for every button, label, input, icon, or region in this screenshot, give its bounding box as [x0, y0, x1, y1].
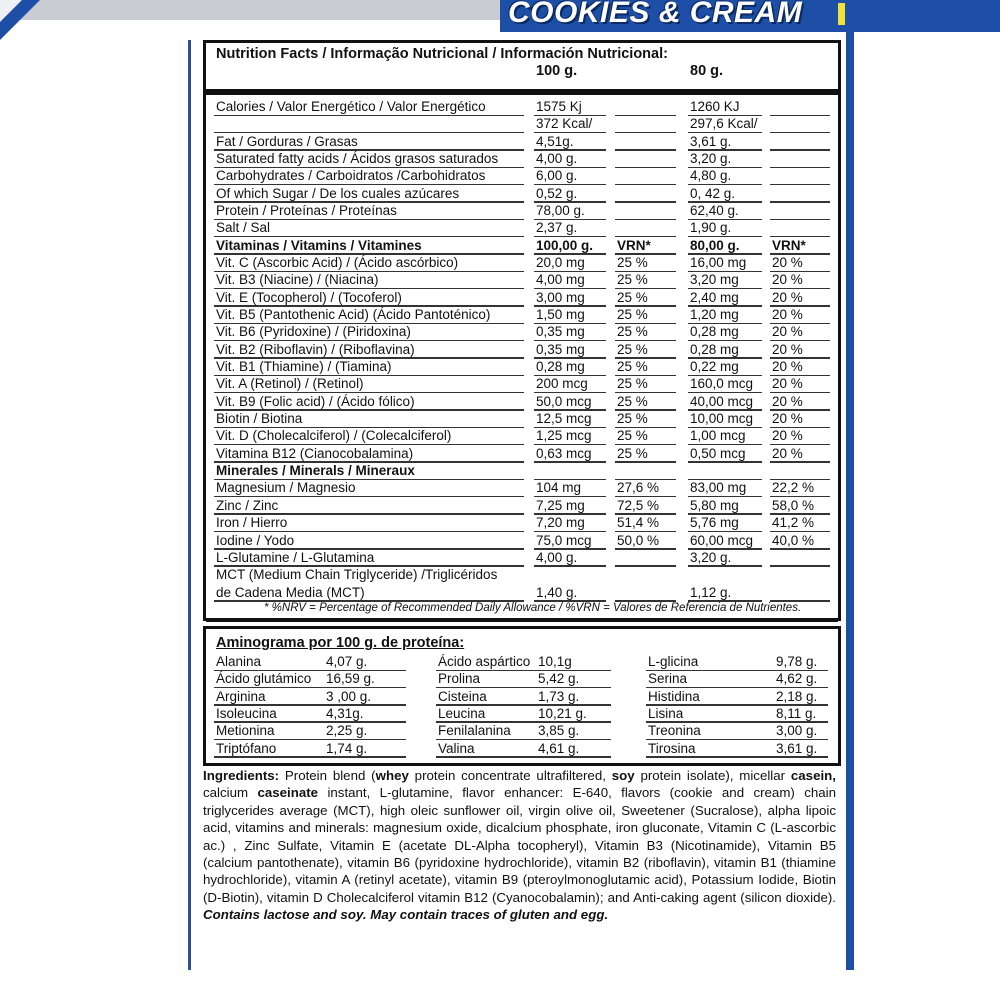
- nutrition-vrn80-cell: 20 %: [772, 393, 803, 409]
- amino-acid-value: 3,85 g.: [538, 723, 580, 739]
- row-rule: [615, 548, 676, 550]
- nutrition-v100-cell: 3,00 mg: [536, 289, 585, 305]
- allergen-caseinate: caseinate: [257, 785, 319, 801]
- row-rule: [770, 201, 830, 203]
- nutrition-label-cell: Vit. B3 (Niacine) / (Niacina): [216, 272, 379, 288]
- nutrition-v80-cell: 1,90 g.: [690, 220, 732, 236]
- nutrition-vrn100-cell: 50,0 %: [617, 532, 660, 548]
- row-rule: [770, 132, 830, 134]
- row-rule: [534, 565, 606, 567]
- nutrition-vrn100-cell: 25 %: [617, 341, 648, 357]
- nutrition-v100-cell: 20,0 mg: [536, 255, 585, 271]
- row-rule: [770, 461, 830, 463]
- nutrition-label-cell: Salt / Sal: [216, 220, 271, 236]
- nutrition-v100-cell: 100,00 g.: [536, 237, 594, 253]
- nutrition-vrn80-cell: 20 %: [772, 376, 803, 392]
- nutrition-v100-cell: 6,00 g.: [536, 168, 578, 184]
- amino-acid-value: 3 ,00 g.: [326, 688, 372, 704]
- row-rule: [770, 565, 830, 567]
- amino-acid-value: 2,25 g.: [326, 723, 368, 739]
- nutrition-label-cell: Vitamina B12 (Cianocobalamina): [216, 445, 414, 461]
- amino-acid-value: 10,21 g.: [538, 705, 587, 721]
- product-title: COOKIES & CREAM: [508, 0, 803, 29]
- nutrition-v80-cell: 3,20 mg: [690, 272, 739, 288]
- nutrition-label-cell: Minerales / Minerals / Mineraux: [216, 463, 415, 479]
- nutrition-v80-cell: 1260 KJ: [690, 99, 740, 114]
- amino-acid-name: Triptófano: [216, 740, 277, 756]
- nutrition-vrn80-cell: 20 %: [772, 272, 803, 288]
- row-rule: [770, 167, 830, 169]
- amino-acid-name: Tirosina: [648, 740, 696, 756]
- nutrition-label-cell: Vit. D (Cholecalciferol) / (Colecalciferol): [216, 428, 452, 444]
- amino-acid-value: 2,18 g.: [776, 688, 818, 704]
- nutrition-label-cell: Vit. E (Tocopherol) / (Tocoferol): [216, 289, 402, 305]
- nutrition-v100-cell: 12,5 mcg: [536, 411, 592, 427]
- nutrition-vrn80-cell: 20 %: [772, 255, 803, 271]
- amino-acid-value: 9,78 g.: [776, 654, 818, 669]
- row-rule: [770, 219, 830, 221]
- nutrition-v100-cell: 78,00 g.: [536, 203, 585, 219]
- amino-acid-name: Lisina: [648, 705, 684, 721]
- nutrition-label-cell: Iodine / Yodo: [216, 532, 295, 548]
- nutrition-label-cell: de Cadena Media (MCT): [216, 584, 365, 600]
- nutrition-v80-cell: 3,20 g.: [690, 549, 732, 565]
- nutrition-vrn100-cell: 25 %: [617, 393, 648, 409]
- nutrition-v100-cell: 4,00 mg: [536, 272, 585, 288]
- nutrition-v100-cell: 7,20 mg: [536, 515, 585, 531]
- row-rule: [770, 115, 830, 117]
- row-rule: [214, 115, 524, 117]
- vrn-footnote: * %NRV = Percentage of Recommended Daily Allowance / %VRN = Valores de Referencia de Nutrientes.: [264, 602, 802, 614]
- amino-acid-name: Leucina: [438, 705, 486, 721]
- nutrition-vrn100-cell: 25 %: [617, 428, 648, 444]
- nutrition-v100-cell: 1575 Kj: [536, 99, 582, 114]
- nutrition-vrn100-cell: 25 %: [617, 324, 648, 340]
- nutrition-v100-cell: 4,51g.: [536, 133, 574, 149]
- row-rule: [770, 184, 830, 186]
- nutrition-v80-cell: 1,12 g.: [690, 584, 732, 600]
- nutrition-v80-cell: 83,00 mg: [690, 480, 747, 496]
- nutrition-v80-cell: 80,00 g.: [690, 237, 740, 253]
- allergen-soy: soy: [611, 768, 635, 783]
- nutrition-vrn100-cell: 25 %: [617, 376, 648, 392]
- allergen-warning: Contains lactose and soy. May contain traces of gluten and egg.: [203, 907, 609, 923]
- amino-acid-name: Cisteina: [438, 688, 487, 704]
- nutrition-label-cell: Vit. C (Ascorbic Acid) / (Ácido ascórbico): [216, 255, 459, 271]
- nutrition-vrn100-cell: 25 %: [617, 359, 648, 375]
- amino-acid-name: Ácido glutámico: [216, 671, 312, 687]
- nutrition-v80-cell: 60,00 mcg: [690, 532, 754, 548]
- amino-acid-name: Valina: [438, 740, 475, 756]
- right-edge-bar: [846, 32, 854, 970]
- amino-acid-value: 3,61 g.: [776, 740, 818, 756]
- amino-acid-name: Isoleucina: [216, 705, 277, 721]
- nutrition-label-cell: MCT (Medium Chain Triglyceride) /Triglicéridos: [216, 567, 498, 583]
- amino-acid-name: Fenilalanina: [438, 723, 511, 739]
- nutrition-v80-cell: 0,50 mcg: [690, 445, 746, 461]
- nutrition-label-cell: Vitaminas / Vitamins / Vitamines: [216, 237, 422, 253]
- row-rule: [615, 167, 676, 169]
- amino-acid-name: Serina: [648, 671, 688, 687]
- nutrition-label-cell: Carbohydrates / Carboidratos /Carbohidratos: [216, 168, 486, 184]
- nutrition-v100-cell: 0,35 mg: [536, 324, 585, 340]
- nutrition-v80-cell: 62,40 g.: [690, 203, 739, 219]
- corner-highlight: [0, 0, 22, 22]
- nutrition-v80-cell: 10,00 mcg: [690, 411, 754, 427]
- nutrition-label-cell: Vit. B5 (Pantothenic Acid) (Ácido Pantoténico): [216, 307, 491, 323]
- nutrition-v80-cell: 0,28 mg: [690, 324, 739, 340]
- nutrition-label-cell: Magnesium / Magnesio: [216, 480, 356, 496]
- nutrition-vrn80-cell: 20 %: [772, 428, 803, 444]
- nutrition-v80-cell: 16,00 mg: [690, 255, 747, 271]
- nutrition-vrn80-cell: 20 %: [772, 411, 803, 427]
- amino-acid-name: Ácido aspártico: [438, 654, 531, 669]
- nutrition-label-cell: Vit. B1 (Thiamine) / (Tiamina): [216, 359, 392, 375]
- allergen-casein: casein,: [790, 768, 836, 783]
- nutrition-v100-cell: 0,28 mg: [536, 359, 585, 375]
- nutrition-v100-cell: 2,37 g.: [536, 220, 578, 236]
- amino-acid-value: 1,74 g.: [326, 740, 368, 756]
- nutrition-vrn80-cell: 20 %: [772, 445, 803, 461]
- amino-acid-name: Prolina: [438, 671, 481, 687]
- nutrition-label-cell: Biotin / Biotina: [216, 411, 303, 427]
- nutrition-label-cell: Saturated fatty acids / Ácidos grasos saturados: [216, 151, 499, 167]
- nutrition-v100-cell: 0,52 g.: [536, 185, 578, 201]
- nutrition-vrn100-cell: 25 %: [617, 289, 648, 305]
- amino-acid-name: Alanina: [216, 654, 262, 669]
- nutrition-v80-cell: 40,00 mcg: [690, 393, 754, 409]
- nutrition-v80-cell: 4,80 g.: [690, 168, 732, 184]
- row-rule: [615, 149, 676, 151]
- aminogram-panel: [203, 626, 841, 766]
- nutrition-vrn80-cell: 40,0 %: [772, 532, 815, 548]
- nutrition-vrn80-cell: 58,0 %: [772, 497, 815, 513]
- nutrition-vrn100-cell: 25 %: [617, 307, 648, 323]
- ingredients-text: [203, 767, 836, 924]
- row-rule: [615, 184, 676, 186]
- nutrition-vrn80-cell: 20 %: [772, 341, 803, 357]
- nutrition-v100-cell: 4,00 g.: [536, 151, 578, 167]
- row-rule: [534, 461, 606, 463]
- amino-acid-name: Arginina: [216, 688, 266, 704]
- nutrition-v100-cell: 75,0 mcg: [536, 532, 592, 548]
- ingredients-part: calcium: [203, 785, 258, 801]
- nutrition-vrn100-cell: 72,5 %: [617, 497, 660, 513]
- ingredients-part: Protein blend (: [279, 768, 376, 783]
- nutrition-v80-cell: 2,40 mg: [690, 289, 739, 305]
- row-rule: [646, 756, 828, 758]
- amino-acid-name: L-glicina: [648, 654, 699, 669]
- row-rule: [615, 565, 676, 567]
- nutrition-vrn100-cell: 25 %: [617, 445, 648, 461]
- row-rule: [615, 115, 676, 117]
- amino-acid-value: 16,59 g.: [326, 671, 375, 687]
- nutrition-v80-cell: 297,6 Kcal/: [690, 116, 758, 132]
- ingredients-part: protein isolate), micellar: [634, 768, 791, 783]
- nutrition-label-cell: Vit. B2 (Riboflavin) / (Riboflavina): [216, 341, 415, 357]
- amino-acid-value: 4,62 g.: [776, 671, 818, 687]
- nutrition-v100-cell: 0,63 mcg: [536, 445, 592, 461]
- nutrition-v80-cell: 5,80 mg: [690, 497, 739, 513]
- nutrition-vrn80-cell: 20 %: [772, 359, 803, 375]
- ingredients-label: Ingredients:: [203, 768, 280, 783]
- nutrition-vrn80-cell: 20 %: [772, 289, 803, 305]
- nutrition-v100-cell: 50,0 mcg: [536, 393, 592, 409]
- nutrition-v100-cell: 1,25 mcg: [536, 428, 592, 444]
- nutrition-label-cell: Of which Sugar / De los cuales azúcares: [216, 185, 460, 201]
- row-rule: [770, 548, 830, 550]
- ingredients-part: instant, L-glutamine, flavor enhancer: E-640, flavors (cookie and cream) chain triglycerides average (MCT), high oleic sunflower oil, virgin olive oil, Sweetener (Sucralose), alpha lipoic acid, vitamins and minerals: magnesium oxide, dicalcium phosphate, iron gluconate, Vitamin C (L-ascorbic ac.) , Zinc Sulfate, Vitamin E (acetate DL-Alpha tocopheryl), Vitamin B3 (Nicotinamide), Vitamin B5 (calcium pantothenate), vitamin B6 (pyridoxine hydrochloride), vitamin B2 (riboflavin), vitamin B1 (thiamine hydrochloride), vitamin A (retinyl acetate), vitamin B9 (pteroylmonoglutamic acid), Potassium Iodide, Biotin (D-Biotin), vitamin D Cholecalciferol vitamin B12 (Cyanocobalamin); and Anti-caking agent (silicon dioxide).: [203, 785, 836, 905]
- nutrition-vrn80-cell: VRN*: [772, 237, 806, 253]
- nutrition-facts-panel: [203, 40, 841, 621]
- nutrition-vrn100-cell: 27,6 %: [617, 480, 660, 496]
- amino-acid-name: Treonina: [648, 723, 701, 739]
- nutrition-label-cell: Protein / Proteínas / Proteínas: [216, 203, 397, 219]
- nutrition-label-cell: Calories / Valor Energético / Valor Energético: [216, 99, 486, 114]
- ingredients-part: protein concentrate ultrafiltered,: [408, 768, 612, 783]
- nutrition-v100-cell: 200 mcg: [536, 376, 588, 392]
- row-rule: [615, 461, 676, 463]
- amino-acid-value: 8,11 g.: [776, 705, 817, 721]
- nutrition-v80-cell: 1,00 mcg: [690, 428, 746, 444]
- nutrition-v100-cell: 1,40 g.: [536, 584, 578, 600]
- row-rule: [688, 565, 762, 567]
- nutrition-v100-cell: 1,50 mg: [536, 307, 585, 323]
- row-rule: [214, 756, 406, 758]
- nutrition-label-cell: Fat / Gorduras / Grasas: [216, 133, 358, 149]
- nutrition-v100-cell: 104 mg: [536, 480, 582, 496]
- nutrition-label-cell: Vit. B9 (Folic acid) / (Ácido fólico): [216, 393, 415, 409]
- row-rule: [615, 219, 676, 221]
- nutrition-v80-cell: 3,20 g.: [690, 151, 732, 167]
- aminogram-heading: Aminograma por 100 g. de proteína:: [216, 635, 465, 651]
- nutrition-v80-cell: 0,22 mg: [690, 359, 739, 375]
- nutrition-v80-cell: 1,20 mg: [690, 307, 739, 323]
- nutrition-v80-cell: 3,61 g.: [690, 133, 732, 149]
- amino-acid-value: 4,07 g.: [326, 654, 368, 669]
- amino-acid-value: 1,73 g.: [538, 688, 580, 704]
- nutrition-label-cell: Iron / Hierro: [216, 515, 288, 531]
- allergen-whey: whey: [375, 768, 409, 783]
- nutrition-v100-cell: 0,35 mg: [536, 341, 585, 357]
- left-edge-bar: [188, 40, 191, 970]
- nutrition-label-cell: L-Glutamine / L-Glutamina: [216, 549, 375, 565]
- column-header-80g: 80 g.: [690, 63, 724, 79]
- nutrition-vrn80-cell: 20 %: [772, 324, 803, 340]
- row-rule: [688, 461, 762, 463]
- nutrition-v100-cell: 4,00 g.: [536, 549, 578, 565]
- row-rule: [436, 756, 611, 758]
- column-header-100g: 100 g.: [536, 63, 578, 79]
- row-rule: [615, 201, 676, 203]
- nutrition-v80-cell: 0,28 mg: [690, 341, 739, 357]
- nutrition-v100-cell: 7,25 mg: [536, 497, 585, 513]
- amino-acid-value: 4,31g.: [326, 705, 364, 721]
- nutrition-label-cell: Vit. A (Retinol) / (Retinol): [216, 376, 364, 392]
- nutrition-vrn100-cell: 25 %: [617, 255, 648, 271]
- accent-tab: [838, 3, 845, 25]
- nutrition-label-cell: Zinc / Zinc: [216, 497, 279, 513]
- nutrition-vrn80-cell: 20 %: [772, 307, 803, 323]
- amino-acid-value: 4,61 g.: [538, 740, 580, 756]
- nutrition-vrn80-cell: 22,2 %: [772, 480, 815, 496]
- amino-acid-value: 10,1g: [538, 654, 572, 669]
- amino-acid-name: Histidina: [648, 688, 700, 704]
- nutrition-vrn100-cell: 25 %: [617, 411, 648, 427]
- nutrition-label-cell: Vit. B6 (Pyridoxine) / (Piridoxina): [216, 324, 411, 340]
- row-rule: [770, 149, 830, 151]
- nutrition-vrn100-cell: VRN*: [617, 237, 651, 253]
- nutrition-vrn80-cell: 41,2 %: [772, 515, 815, 531]
- nutrition-v80-cell: 5,76 mg: [690, 515, 739, 531]
- nutrition-v80-cell: 160,0 mcg: [690, 376, 754, 392]
- row-rule: [615, 132, 676, 134]
- nutrition-vrn100-cell: 51,4 %: [617, 515, 660, 531]
- nutrition-v80-cell: 0, 42 g.: [690, 185, 736, 201]
- amino-acid-value: 5,42 g.: [538, 671, 580, 687]
- panel-bottom-rule: [206, 618, 838, 622]
- nutrition-vrn100-cell: 25 %: [617, 272, 648, 288]
- heading-rule: [206, 89, 838, 95]
- nutrition-heading: Nutrition Facts / Informação Nutricional / Información Nutricional:: [216, 46, 668, 62]
- amino-acid-value: 3,00 g.: [776, 723, 818, 739]
- nutrition-v100-cell: 372 Kcal/: [536, 116, 593, 132]
- amino-acid-name: Metionina: [216, 723, 275, 739]
